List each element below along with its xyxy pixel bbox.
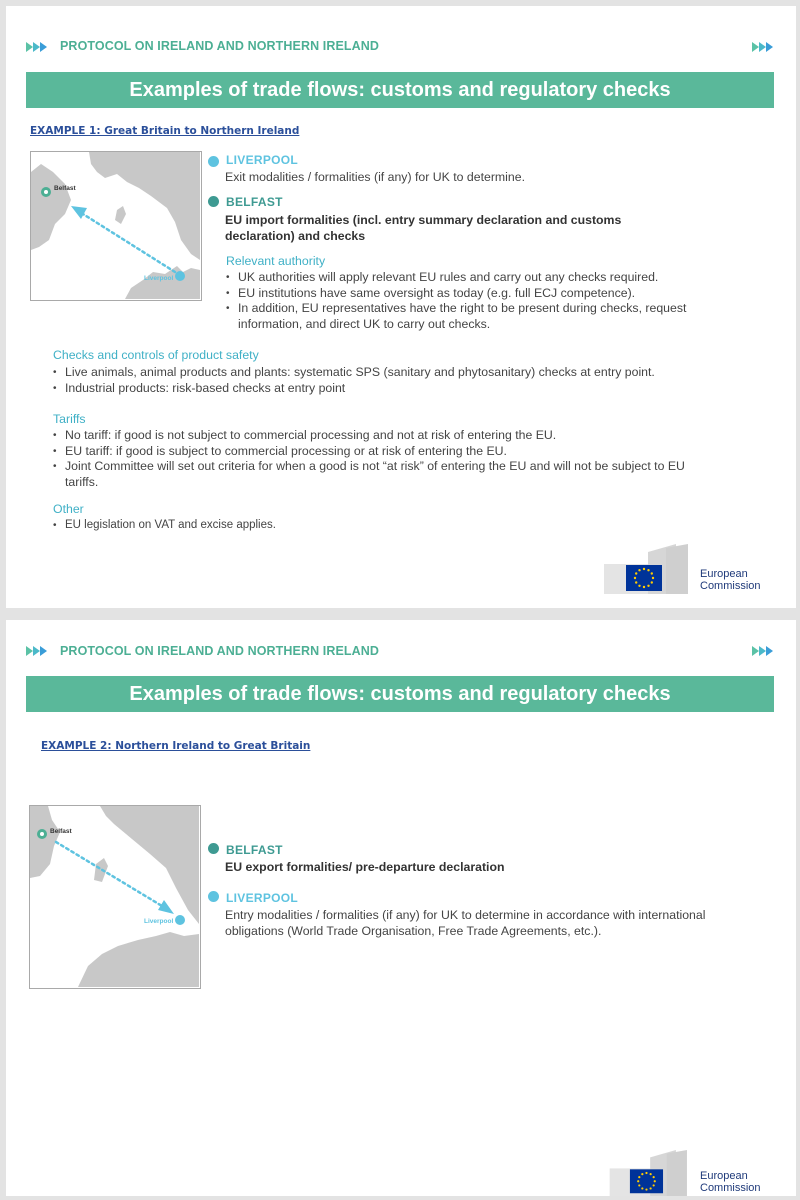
scotland-landmass xyxy=(100,806,199,924)
ireland-landmass xyxy=(31,164,71,250)
slide-example-1 xyxy=(6,6,796,608)
ec-logo-line-1: European xyxy=(700,1170,748,1182)
isle-of-man-landmass xyxy=(115,206,126,224)
ec-logo-line-2: Commission xyxy=(700,580,761,592)
belfast-heading: BELFAST xyxy=(226,843,283,857)
route-line xyxy=(83,214,175,272)
eu-flag-icon xyxy=(606,1150,698,1196)
route-map xyxy=(29,805,201,989)
belfast-text-line-2: declaration) and checks xyxy=(225,229,366,243)
route-arrow-icon xyxy=(71,206,87,219)
relevant-authority-list xyxy=(224,270,704,332)
liverpool-text: Exit modalities / formalities (if any) for UK to determine. xyxy=(225,170,526,184)
map-pin-icon xyxy=(41,187,51,197)
product-safety-list xyxy=(51,365,751,396)
route-arrow-icon xyxy=(158,900,174,914)
liverpool-text-line-1: Entry modalities / formalities (if any) for UK to determine in accordance with international xyxy=(225,908,706,922)
map-label-belfast: Belfast xyxy=(50,828,72,835)
wales-landmass xyxy=(125,266,200,299)
belfast-dot-icon xyxy=(208,196,219,207)
map-label-liverpool: Liverpool xyxy=(144,918,174,925)
list-item: • UK authorities will apply relevant EU rules and carry out any checks required. xyxy=(224,270,704,286)
map-pin-icon xyxy=(37,829,47,839)
map-graphic xyxy=(30,806,199,987)
map-label-belfast: Belfast xyxy=(54,185,76,192)
list-item: • No tariff: if good is not subject to commercial processing and not at risk of entering the EU. xyxy=(51,428,711,444)
triple-chevron-icon xyxy=(26,42,47,52)
route-map xyxy=(30,151,202,301)
liverpool-heading: LIVERPOOL xyxy=(226,153,299,167)
tariffs-heading: Tariffs xyxy=(53,412,86,426)
list-item: • Live animals, animal products and plants: systematic SPS (sanitary and phytosanitary) checks at entry point. xyxy=(51,365,751,381)
list-item: • In addition, EU representatives have the right to be present during checks, request information, and direct UK to carry out checks. xyxy=(224,301,704,332)
list-item: • Joint Committee will set out criteria for when a good is not “at risk” of entering the EU and will not be subject to EU tariffs. xyxy=(51,459,711,490)
belfast-heading: BELFAST xyxy=(226,195,283,209)
list-item: • EU tariff: if good is subject to commercial processing or at risk of entering the EU. xyxy=(51,444,711,460)
liverpool-pin-icon xyxy=(175,271,185,281)
belfast-text: EU export formalities/ pre-departure declaration xyxy=(225,860,505,874)
ec-logo-line-2: Commission xyxy=(700,1182,761,1194)
list-item: • EU institutions have same oversight as today (e.g. full ECJ competence). xyxy=(224,286,704,302)
example-heading: EXAMPLE 2: Northern Ireland to Great Britain xyxy=(41,740,311,752)
wales-landmass xyxy=(78,932,199,987)
list-item: • Industrial products: risk-based checks at entry point xyxy=(51,381,751,397)
triple-chevron-icon xyxy=(26,646,47,656)
belfast-dot-icon xyxy=(208,843,219,854)
triple-chevron-icon xyxy=(752,42,773,52)
tariffs-list xyxy=(51,428,711,490)
eu-flag-icon xyxy=(604,544,696,594)
product-safety-heading: Checks and controls of product safety xyxy=(53,348,259,362)
other-list xyxy=(51,518,551,534)
list-item: • EU legislation on VAT and excise applies. xyxy=(51,518,551,534)
slide-example-2 xyxy=(6,620,796,1196)
slide-banner: Examples of trade flows: customs and regulatory checks xyxy=(26,676,774,712)
ec-logo-text xyxy=(700,568,761,592)
protocol-title: PROTOCOL ON IRELAND AND NORTHERN IRELAND xyxy=(60,39,380,53)
slide-banner: Examples of trade flows: customs and regulatory checks xyxy=(26,72,774,108)
map-label-liverpool: Liverpool xyxy=(144,275,174,282)
example-heading: EXAMPLE 1: Great Britain to Northern Ireland xyxy=(30,125,300,137)
map-graphic xyxy=(31,152,200,299)
belfast-text-line-1: EU import formalities (incl. entry summary declaration and customs xyxy=(225,213,622,227)
route-line xyxy=(56,842,162,906)
triple-chevron-icon xyxy=(752,646,773,656)
liverpool-dot-icon xyxy=(208,156,219,167)
scotland-landmass xyxy=(89,152,200,260)
liverpool-text-line-2: obligations (World Trade Organisation, Free Trade Agreements, etc.). xyxy=(225,924,602,938)
relevant-authority-heading: Relevant authority xyxy=(226,254,326,268)
liverpool-dot-icon xyxy=(208,891,219,902)
ec-logo-line-1: European xyxy=(700,568,748,580)
liverpool-pin-icon xyxy=(175,915,185,925)
liverpool-heading: LIVERPOOL xyxy=(226,891,299,905)
ec-logo-text xyxy=(700,1170,761,1194)
other-heading: Other xyxy=(53,502,84,516)
protocol-title: PROTOCOL ON IRELAND AND NORTHERN IRELAND xyxy=(60,644,380,658)
